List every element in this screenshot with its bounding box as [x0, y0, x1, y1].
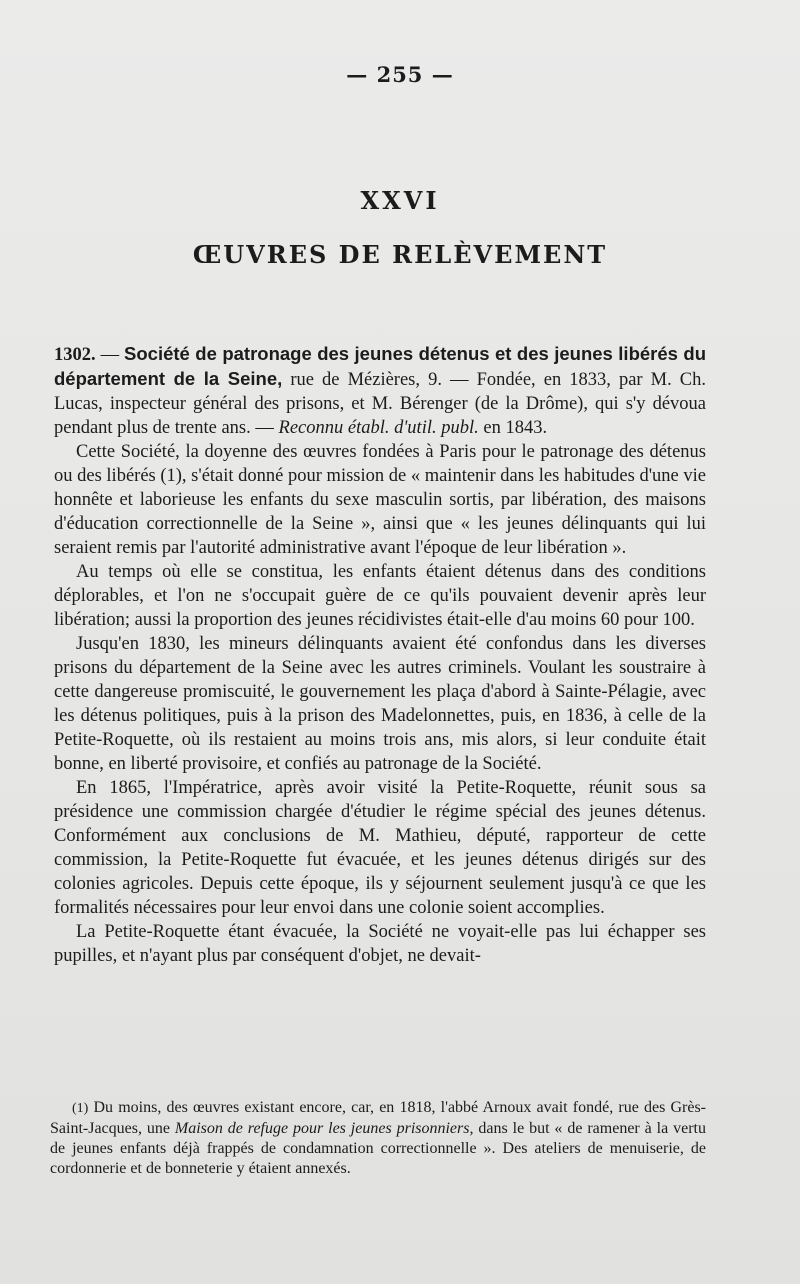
footnote-italic: Maison de refuge pour les jeunes prisonniers, [174, 1120, 474, 1137]
recognition-label: Reconnu établ. d'util. publ. [278, 418, 479, 438]
chapter-number: XXVI [360, 186, 440, 215]
recognition-date: en 1843. [478, 418, 548, 438]
body-text [54, 342, 706, 968]
paragraph-4: En 1865, l'Impératrice, après avoir visité la Petite-Roquette, réunit sous sa présidence une commission chargée d'étudier le régime spécial des jeunes détenus. Conformément aux conclusions de M. Mathieu, député, rapporteur de cette commission, la Petite-Roquette fut évacuée, et les jeunes détenus dirigés sur des colonies agricoles. Depuis cette époque, ils y séjournent seulement jusqu'à ce que les formalités nécessaires pour leur envoi dans une colonie soient accomplies. [54, 778, 706, 918]
entry-1302 [54, 342, 706, 440]
footnote-text-before: Du moins, des œuvres existant encore, car, en 1818, l'abbé Arnoux avait fondé, rue des Grès-Saint-Jacques, une [50, 1099, 706, 1137]
footnote-text-after: dans le but « de ramener à la vertu de jeunes enfants déjà frappés de condamnation correctionnelle ». Des ateliers de menuiserie, de cordonnerie et de bonneterie y étaient annexés. [50, 1120, 706, 1177]
entry-dash: — [95, 345, 125, 365]
entry-number: 1302. [54, 345, 96, 365]
paragraph-1: Cette Société, la doyenne des œuvres fondées à Paris pour le patronage des détenus ou des libérés (1), s'était donné pour mission de « maintenir dans les habitudes d'une vie honnête et laborieuse les enfants du sexe masculin sortis, par libération, des maisons d'éducation correctionnelle de la Seine », ainsi que « les jeunes délinquants qui lui seraient remis par l'autorité administrative avant l'époque de leur libération ». [54, 442, 706, 558]
page-number: — 255 — [346, 62, 454, 87]
entry-heading: Société de patronage des jeunes détenus et des jeunes libérés du département de la Seine, [54, 343, 707, 389]
entry-text: rue de Mézières, 9. — Fondée, en 1833, par M. Ch. Lucas, inspecteur général des prisons, et M. Bérenger (de la Drôme), qui s'y dévoua pendant plus de trente ans. — [54, 370, 706, 438]
paragraph-5: La Petite-Roquette étant évacuée, la Société ne voyait-elle pas lui échapper ses pupilles, et n'ayant plus par conséquent d'objet, ne devait- [54, 922, 706, 966]
footnote [50, 1098, 706, 1179]
paragraph-2: Au temps où elle se constitua, les enfants étaient détenus dans des conditions déplorables, et l'on ne s'occupait guère de ce qu'ils pouvaient devenir après leur libération; aussi la proportion des jeunes récidivistes était-elle d'au moins 60 pour 100. [54, 562, 706, 630]
chapter-title: ŒUVRES DE RELÈVEMENT [192, 240, 608, 269]
footnote-marker: (1) [72, 1101, 89, 1116]
paragraph-3: Jusqu'en 1830, les mineurs délinquants avaient été confondus dans les diverses prisons du département de la Seine avec les autres criminels. Voulant les soustraire à cette dangereuse promiscuité, le gouvernement les plaça d'abord à Sainte-Pélagie, avec les détenus politiques, puis à la prison des Madelonnettes, puis, en 1836, à celle de la Petite-Roquette, où ils restaient au moins trois ans, mis alors, si leur conduite était bonne, en liberté provisoire, et confiés au patronage de la Société. [54, 634, 706, 774]
